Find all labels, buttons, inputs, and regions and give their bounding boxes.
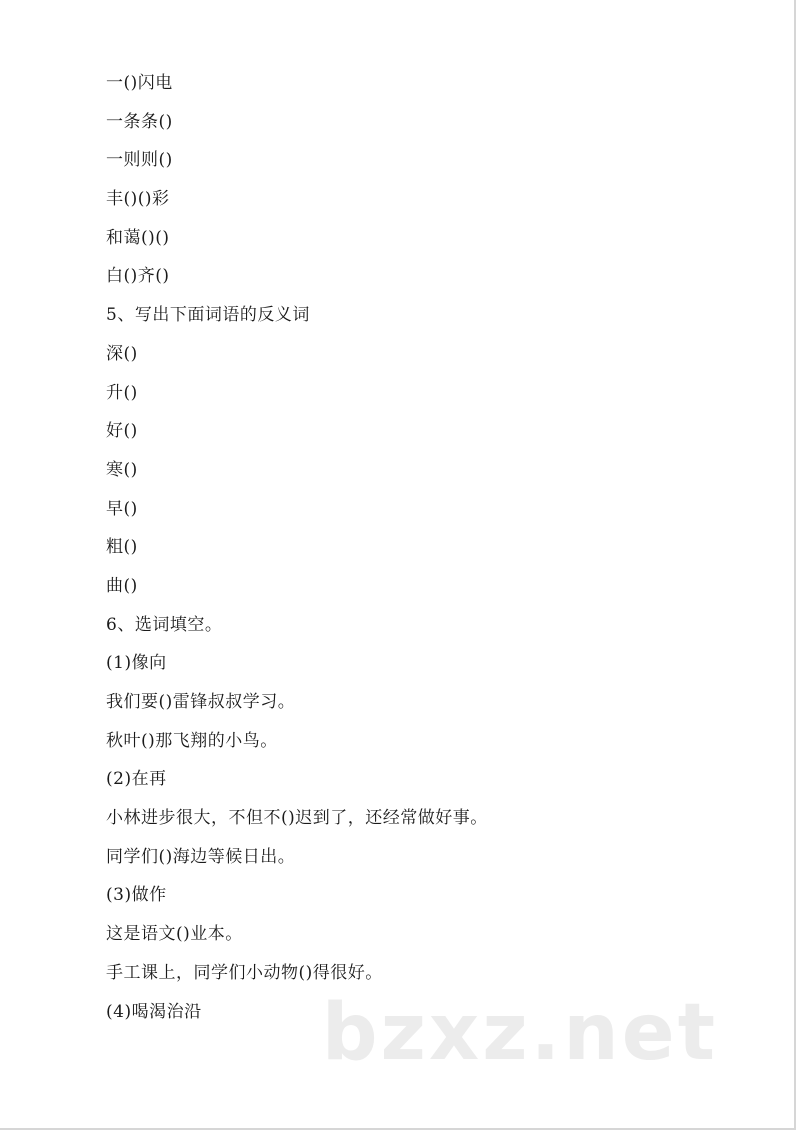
text-line: 小林进步很大，不但不()迟到了，还经常做好事。 bbox=[106, 808, 488, 829]
text-line: 好() bbox=[106, 421, 138, 442]
sub-heading: (3)做作 bbox=[106, 885, 167, 906]
text-line: 和蔼()() bbox=[106, 227, 170, 248]
text-line: 一则则() bbox=[106, 150, 173, 171]
text-line: 同学们()海边等候日出。 bbox=[106, 846, 296, 867]
text-line: 早() bbox=[106, 498, 138, 519]
sub-heading: (2)在再 bbox=[106, 769, 167, 790]
section-heading: 5、写出下面词语的反义词 bbox=[106, 305, 310, 326]
sub-heading: (4)喝渴治沿 bbox=[106, 1001, 202, 1022]
text-line: 一()闪电 bbox=[106, 73, 173, 93]
text-line: 升() bbox=[106, 382, 138, 403]
text-line: 寒() bbox=[106, 459, 138, 480]
text-line: 秋叶()那飞翔的小鸟。 bbox=[106, 730, 278, 751]
text-line: 丰()()彩 bbox=[106, 189, 170, 210]
text-line: 我们要()雷锋叔叔学习。 bbox=[106, 692, 296, 712]
text-line: 深() bbox=[106, 343, 138, 364]
sub-heading: (1)像向 bbox=[106, 653, 167, 674]
section-heading: 6、选词填空。 bbox=[106, 614, 223, 635]
text-line: 粗() bbox=[106, 537, 138, 558]
text-line: 白()齐() bbox=[106, 266, 170, 287]
text-line: 手工课上，同学们小动物()得很好。 bbox=[106, 962, 383, 983]
document-body bbox=[106, 70, 488, 1037]
text-line: 曲() bbox=[106, 575, 138, 596]
watermark: bzxz.net bbox=[321, 988, 718, 1078]
text-line: 这是语文()业本。 bbox=[106, 924, 243, 945]
text-line: 一条条() bbox=[106, 111, 173, 132]
